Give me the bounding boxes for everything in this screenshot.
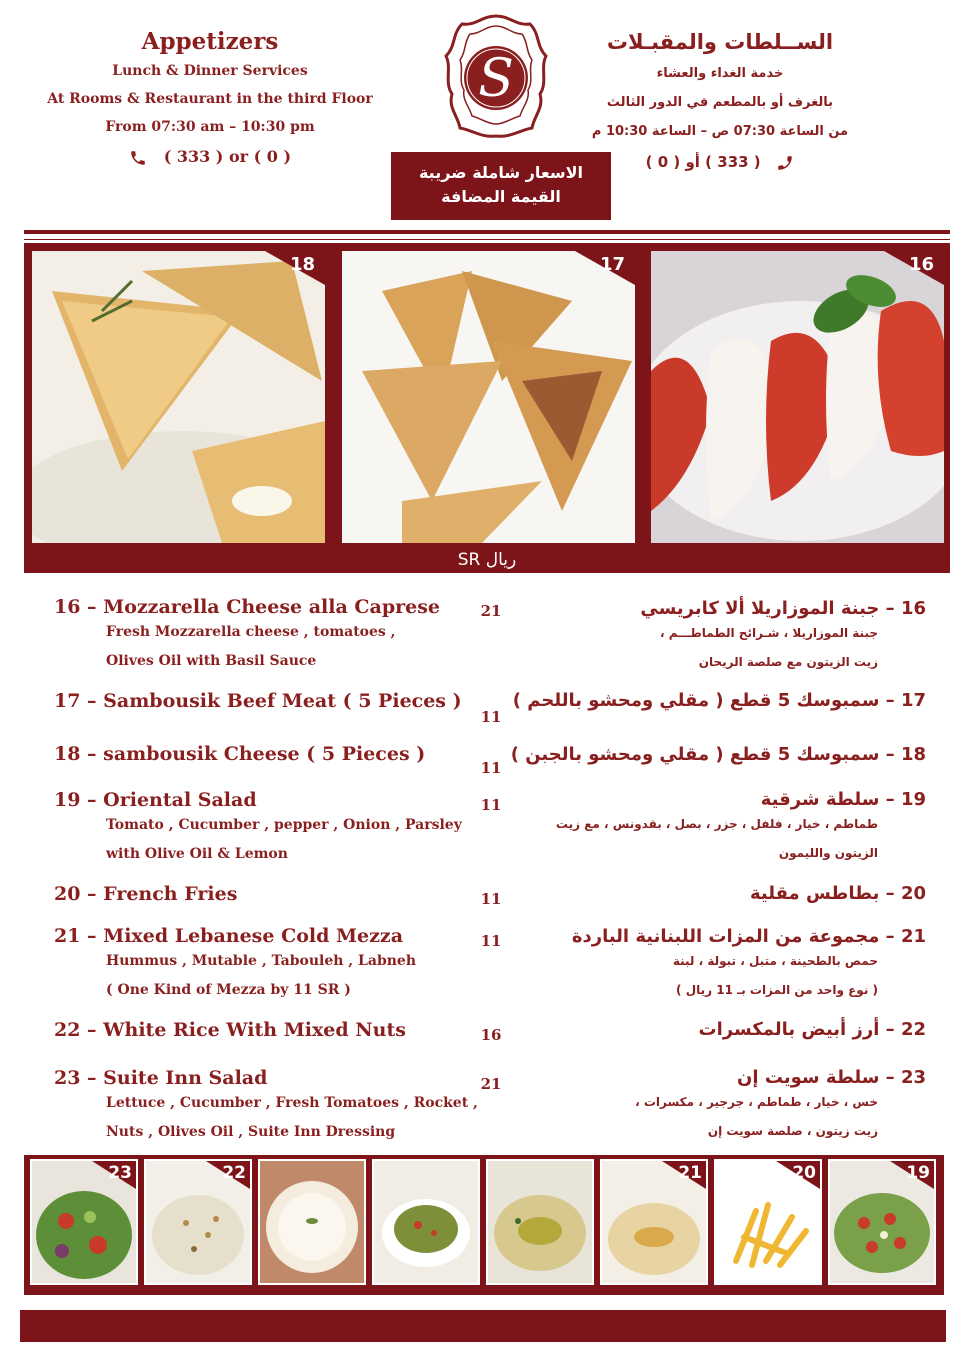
item-desc-ar: جبنة الموزاريلا ، شـرائح الطماطـــم ، (660, 626, 878, 640)
item-name: 18 – sambousik Cheese ( 5 Pieces ) (54, 743, 426, 765)
photo-tabouleh (372, 1159, 480, 1285)
menu-item-20-ar (506, 883, 926, 904)
item-desc: Tomato , Cucumber , pepper , Onion , Parsley (106, 817, 462, 833)
item-desc-ar: خس ، خيار ، طماطم ، جرجير ، مكسرات ، (635, 1095, 878, 1109)
menu-item-23-en (54, 1067, 478, 1147)
price-23: 21 (480, 1075, 502, 1093)
item-name: 21 – Mixed Lebanese Cold Mezza (54, 925, 404, 947)
vat-notice (391, 152, 611, 220)
item-name: 19 – Oriental Salad (54, 789, 257, 811)
photo-rice-nuts (144, 1159, 252, 1285)
hours-text-ar: من الساعة 07:30 ص – الساعة 10:30 م (591, 124, 849, 139)
item-name-ar: 18 – سمبوسك 5 قطع ( مقلي ومحشو بالجبن ) (510, 744, 926, 765)
photo-number-label: 17 (599, 254, 625, 275)
header-arabic (530, 30, 910, 172)
item-desc: Olives Oil with Basil Sauce (106, 653, 317, 669)
item-desc-ar: طماطم ، خيار ، فلفل ، جزر ، بصل ، بقدونس ، مع زيت (555, 817, 878, 831)
menu-item-18-ar (506, 744, 926, 765)
item-desc-ar: ( نوع واحد من المزات بـ 11 ريال ) (676, 983, 878, 997)
photo-number-label: 20 (792, 1163, 816, 1183)
photo-number-label: 18 (289, 254, 315, 275)
menu-item-19-en (54, 789, 474, 869)
photo-suite-inn-salad (30, 1159, 138, 1285)
item-name-ar: 21 – مجموعة من المزات اللبنانية الباردة (571, 926, 926, 947)
photo-oriental-salad (828, 1159, 936, 1285)
location-text-ar: بالغرف أو بالمطعم في الدور الثالث (606, 95, 834, 110)
divider (24, 230, 950, 234)
location-text-en: At Rooms & Restaurant in the third Floor (47, 91, 373, 107)
price-16: 21 (480, 602, 502, 620)
photo-number-label: 19 (906, 1163, 930, 1183)
photo-number-label: 21 (678, 1163, 702, 1183)
photo-french-fries (714, 1159, 822, 1285)
menu-item-16-en (54, 596, 474, 676)
header-english (20, 28, 400, 167)
menu-item-17-ar (506, 690, 926, 711)
item-desc: Lettuce , Cucumber , Fresh Tomatoes , Rocket , (106, 1095, 478, 1111)
menu-item-21-en (54, 925, 474, 1005)
item-desc-ar: زيت زيتون ، صلصة سويت إن (707, 1124, 878, 1138)
menu-item-16-ar (506, 598, 926, 677)
price-20: 11 (480, 890, 502, 908)
divider (24, 239, 950, 240)
top-photo-panel (24, 243, 950, 573)
item-name: 23 – Suite Inn Salad (54, 1067, 268, 1089)
item-desc: Hummus , Mutable , Tabouleh , Labneh (106, 953, 417, 969)
price-22: 16 (480, 1026, 502, 1044)
photo-mutable (486, 1159, 594, 1285)
menu-title-en: Appetizers (141, 28, 279, 55)
menu-item-22-en (54, 1019, 474, 1041)
bottom-photo-panel (24, 1155, 944, 1295)
item-name-ar: 20 – بطاطس مقلية (749, 883, 926, 904)
photo-caprese (651, 251, 944, 543)
photo-number-label: 22 (222, 1163, 246, 1183)
price-19: 11 (480, 796, 502, 814)
menu-item-18-en (54, 743, 474, 765)
item-name: 16 – Mozzarella Cheese alla Caprese (54, 596, 441, 618)
photo-cheese-sambousik (32, 251, 325, 543)
menu-title-ar: الســلطات والمقبـلات (606, 30, 834, 54)
price-18: 11 (480, 759, 502, 777)
price-17: 11 (480, 708, 502, 726)
item-desc: with Olive Oil & Lemon (106, 846, 288, 862)
price-21: 11 (480, 932, 502, 950)
item-name: 17 – Sambousik Beef Meat ( 5 Pieces ) (54, 690, 462, 712)
item-desc: Nuts , Olives Oil , Suite Inn Dressing (106, 1124, 396, 1140)
menu-item-21-ar (506, 926, 926, 1005)
service-text-en: Lunch & Dinner Services (112, 63, 308, 79)
item-name: 22 – White Rice With Mixed Nuts (54, 1019, 406, 1041)
item-desc-ar: زيت الزيتون مع صلصة الريحان (698, 655, 878, 669)
item-name-ar: 17 – سمبوسك 5 قطع ( مقلي ومحشو باللحم ) (512, 690, 926, 711)
item-name-ar: 23 – سلطة سويت إن (737, 1067, 926, 1088)
photo-hummus (600, 1159, 708, 1285)
svg-text:S: S (478, 49, 514, 109)
item-name: 20 – French Fries (54, 883, 238, 905)
service-text-ar: خدمة الغداء والعشاء (656, 66, 784, 81)
item-desc-ar: حمص بالطحينة ، متبل ، تبولة ، لبنة (672, 954, 878, 968)
currency-label: SR ريال (457, 550, 517, 570)
vat-line-2: القيمة المضافة (441, 187, 561, 206)
menu-item-20-en (54, 883, 474, 905)
photo-beef-sambousik (342, 251, 635, 543)
phone-line-en (20, 147, 400, 167)
photo-labneh (258, 1159, 366, 1285)
photo-number-label: 23 (108, 1163, 132, 1183)
footer-bar (20, 1310, 946, 1342)
phone-icon (776, 154, 794, 172)
hours-text-en: From 07:30 am – 10:30 pm (105, 119, 315, 135)
item-desc: Fresh Mozzarella cheese , tomatoes , (106, 624, 396, 640)
photo-number-label: 16 (908, 254, 934, 275)
item-desc-ar: الزيتون والليمون (778, 846, 878, 860)
item-name-ar: 16 – جبنة الموزاريلا ألا كابريسي (640, 598, 926, 619)
item-desc: ( One Kind of Mezza by 11 SR ) (106, 982, 351, 998)
menu-item-22-ar (506, 1019, 926, 1040)
menu-item-19-ar (506, 789, 926, 868)
item-name-ar: 22 – أرز أبيض بالمكسرات (698, 1019, 926, 1040)
phone-icon (129, 149, 147, 167)
phone-text-ar: ( 333 ) أو ( 0 ) (645, 153, 761, 171)
vat-line-1: الاسعار شاملة ضريبة (418, 163, 584, 182)
phone-text-en: ( 333 ) or ( 0 ) (163, 147, 292, 166)
menu-item-17-en (54, 690, 474, 712)
item-name-ar: 19 – سلطة شرقية (760, 789, 926, 810)
menu-item-23-ar (506, 1067, 926, 1146)
